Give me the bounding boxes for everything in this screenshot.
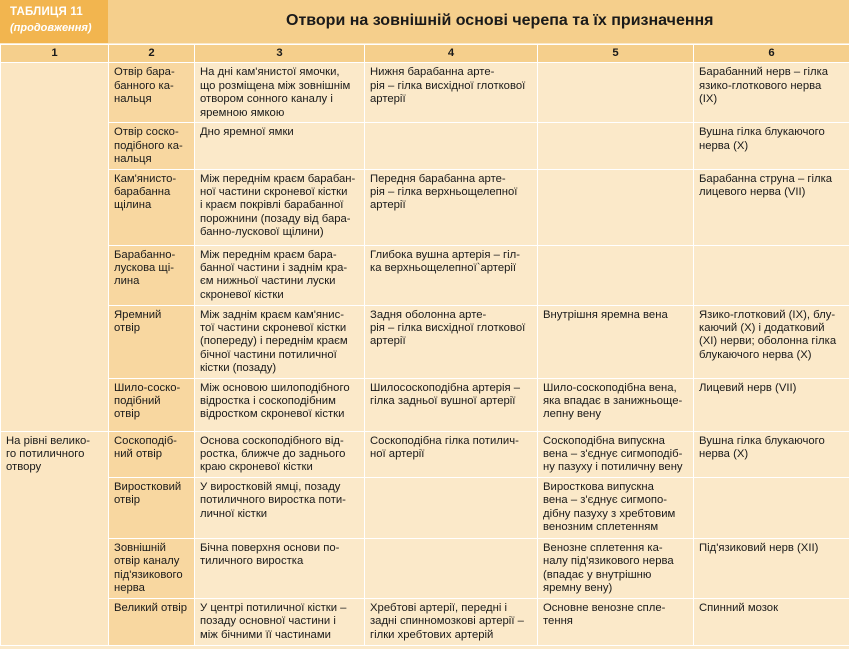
- artery-cell: Задня оболонна арте- рія – гілка висхідної глоткової артерії: [365, 305, 538, 378]
- foramen-name-cell: Великий отвір: [109, 598, 195, 645]
- location-cell: Між основою шилоподібного відростка і соскоподібним відростком скроневої кістки: [195, 378, 365, 431]
- table-title: Отвори на зовнішній основі черепа та їх призначення: [286, 12, 714, 29]
- table-row: [1, 598, 849, 645]
- table-row: [1, 538, 849, 598]
- location-cell: У центрі потиличної кістки – позаду основної частини і між бічними її частинами: [195, 598, 365, 645]
- foramen-name-cell: Виростковий отвір: [109, 477, 195, 538]
- empty-group-cell: [1, 63, 109, 431]
- artery-cell: Соскоподібна гілка потилич- ної артерії: [365, 431, 538, 477]
- vein-cell: Виросткова випускна вена – з'єднує сигмопо- дібну пазуху з хребтовим венозним сплетенням: [538, 477, 694, 538]
- table-row: [1, 305, 849, 378]
- nerve-cell: Вушна гілка блукаючого нерва (X): [694, 431, 849, 477]
- foramen-name-cell: Яремний отвір: [109, 305, 195, 378]
- table-row: [1, 169, 849, 245]
- vein-cell: Соскоподібна випускна вена – з'єднує сигмоподіб- ну пазуху і потиличну вену: [538, 431, 694, 477]
- vein-cell: Венозне сплетення ка- налу під'язикового нерва (впадає у внутрішню яремну вену): [538, 538, 694, 598]
- nerve-cell: Спинний мозок: [694, 598, 849, 645]
- location-cell: Дно яремної ямки: [195, 123, 365, 169]
- column-number-row: [1, 45, 849, 63]
- foramen-name-cell: Соскоподіб- ний отвір: [109, 431, 195, 477]
- foramen-name-cell: Барабанно- лускова щі- лина: [109, 245, 195, 305]
- table-continuation: (продовження): [10, 22, 92, 34]
- nerve-cell: [694, 477, 849, 538]
- location-cell: Між переднім краєм барабан- ної частини скроневої кістки і краєм покрівлі барабанної порожнини (позаду від бара- банно-лускової щілини): [195, 169, 365, 245]
- table-row: [1, 123, 849, 169]
- foramen-name-cell: Зовнішній отвір каналу під'язикового нерва: [109, 538, 195, 598]
- location-cell: Основа соскоподібного від- ростка, ближче до заднього краю скроневої кістки: [195, 431, 365, 477]
- artery-cell: [365, 538, 538, 598]
- location-cell: На дні кам'янистої ямочки, що розміщена між зовнішнім отвором сонного каналу і яремною ямкою: [195, 63, 365, 123]
- artery-cell: Передня барабанна арте- рія – гілка верхньощелепної артерії: [365, 169, 538, 245]
- nerve-cell: Під'язиковий нерв (XII): [694, 538, 849, 598]
- location-cell: Між заднім краєм кам'янис- тої частини скроневої кістки (попереду) і переднім краєм бічної частини потиличної кістки (позаду): [195, 305, 365, 378]
- foramina-table: [0, 44, 849, 646]
- column-number: 6: [694, 45, 849, 63]
- table-header: [0, 0, 849, 43]
- artery-cell: Нижня барабанна арте- рія – гілка висхідної глоткової артерії: [365, 63, 538, 123]
- location-cell: У виростковій ямці, позаду потиличного виростка поти- личної кістки: [195, 477, 365, 538]
- nerve-cell: Барабанна струна – гілка лицевого нерва (VII): [694, 169, 849, 245]
- nerve-cell: [694, 245, 849, 305]
- artery-cell: Хребтові артерії, передні і задні спинномозкові артерії – гілки хребтових артерій: [365, 598, 538, 645]
- table-row: [1, 477, 849, 538]
- foramen-name-cell: Шило-соско- подібний отвір: [109, 378, 195, 431]
- location-cell: Між переднім краєм бара- банної частини і заднім кра- єм нижньої частини луски скроневої кістки: [195, 245, 365, 305]
- table-row: [1, 378, 849, 431]
- foramen-name-cell: Кам'янисто- барабанна щілина: [109, 169, 195, 245]
- column-number: 4: [365, 45, 538, 63]
- artery-cell: Глибока вушна артерія – гіл- ка верхньощелепної`артерії: [365, 245, 538, 305]
- vein-cell: Шило-соскоподібна вена, яка впадає в занижньоще- лепну вену: [538, 378, 694, 431]
- vein-cell: [538, 123, 694, 169]
- nerve-cell: Барабанний нерв – гілка язико-глоткового нерва (IX): [694, 63, 849, 123]
- vein-cell: [538, 245, 694, 305]
- nerve-cell: Вушна гілка блукаючого нерва (X): [694, 123, 849, 169]
- nerve-cell: Язико-глотковий (IX), блу- каючий (X) і додатковий (XI) нерви; оболонна гілка блукаючого нерва (X): [694, 305, 849, 378]
- vein-cell: Основне венозне спле- тення: [538, 598, 694, 645]
- nerve-cell: Лицевий нерв (VII): [694, 378, 849, 431]
- vein-cell: Внутрішня яремна вена: [538, 305, 694, 378]
- table-body: [1, 63, 849, 645]
- table-number: ТАБЛИЦЯ 11: [10, 6, 83, 18]
- foramen-name-cell: Отвір бара- банного ка- нальця: [109, 63, 195, 123]
- table-tag: [0, 0, 108, 43]
- column-number: 2: [109, 45, 195, 63]
- column-number: 1: [1, 45, 109, 63]
- table-row: [1, 63, 849, 123]
- artery-cell: [365, 123, 538, 169]
- column-number: 5: [538, 45, 694, 63]
- vein-cell: [538, 63, 694, 123]
- artery-cell: Шилососкоподібна артерія – гілка задньої вушної артерії: [365, 378, 538, 431]
- location-cell: Бічна поверхня основи по- тиличного виростка: [195, 538, 365, 598]
- vein-cell: [538, 169, 694, 245]
- table-row: [1, 245, 849, 305]
- artery-cell: [365, 477, 538, 538]
- foramen-name-cell: Отвір соско- подібного ка- нальця: [109, 123, 195, 169]
- group-label-cell: На рівні велико- го потиличного отвору: [1, 431, 109, 645]
- table-row: [1, 431, 849, 477]
- column-number: 3: [195, 45, 365, 63]
